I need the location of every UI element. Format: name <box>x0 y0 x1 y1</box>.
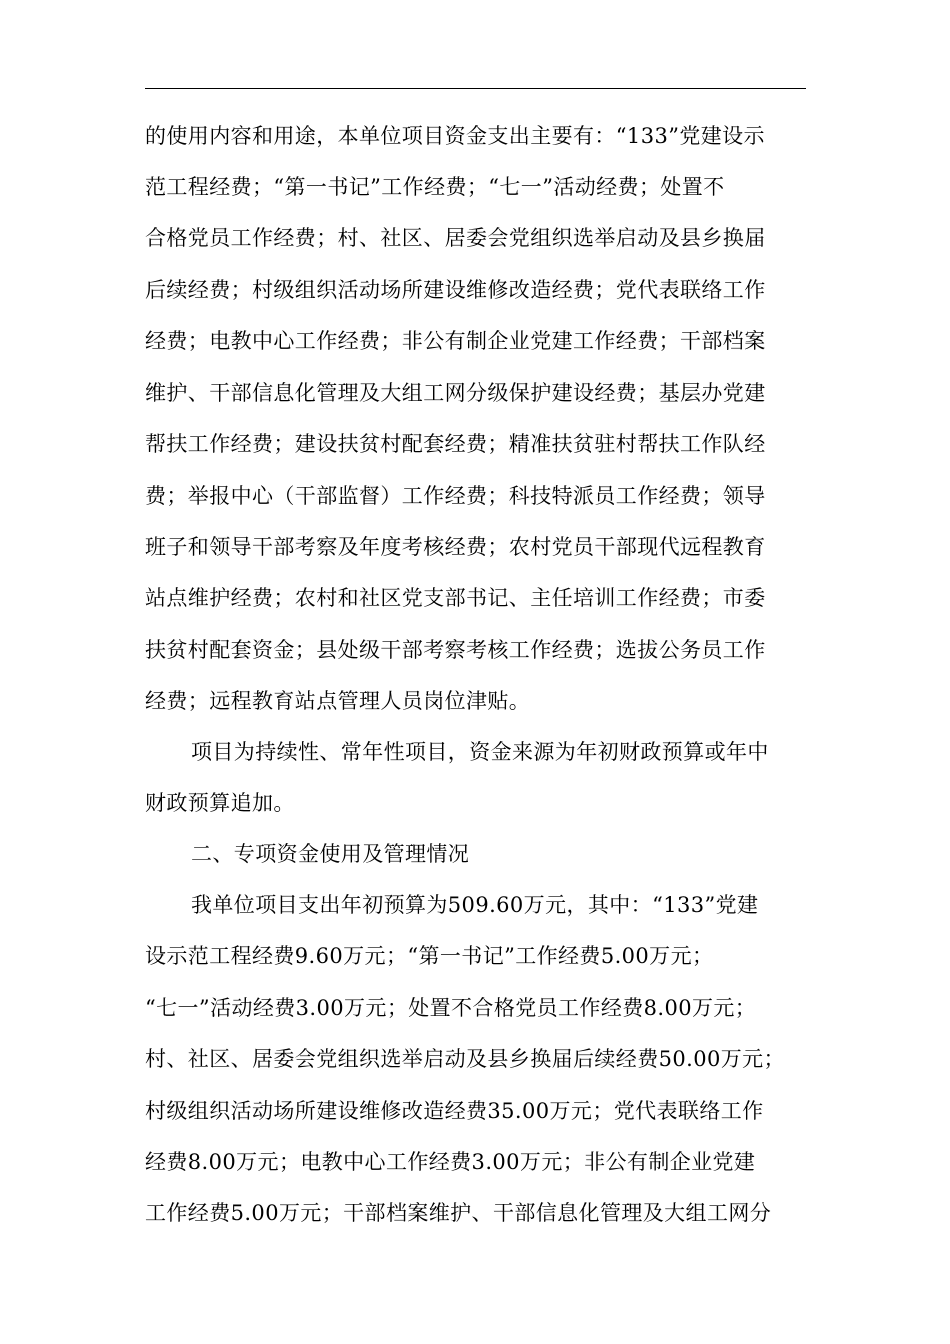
text-line: 经费8.00万元；电教中心工作经费3.00万元；非公有制企业党建 <box>145 1150 756 1174</box>
text-line: 合格党员工作经费；村、社区、居委会党组织选举启动及县乡换届 <box>145 226 766 250</box>
text-line: 工作经费5.00万元；干部档案维护、干部信息化管理及大组工网分 <box>145 1201 772 1225</box>
text-line: 范工程经费；“第一书记”工作经费；“七一”活动经费；处置不 <box>145 175 725 199</box>
text-line: 村、社区、居委会党组织选举启动及县乡换届后续经费50.00万元； <box>145 1047 785 1071</box>
text-line: 站点维护经费；农村和社区党支部书记、主任培训工作经费；市委 <box>145 586 766 610</box>
paragraph-first-line: 我单位项目支出年初预算为509.60万元，其中：“133”党建 <box>191 893 759 917</box>
text-line: 维护、干部信息化管理及大组工网分级保护建设经费；基层办党建 <box>145 381 766 405</box>
text-line: 财政预算追加。 <box>145 791 295 815</box>
text-line: 的使用内容和用途，本单位项目资金支出主要有：“133”党建设示 <box>145 124 765 148</box>
text-line: 费；举报中心（干部监督）工作经费；科技特派员工作经费；领导 <box>145 484 766 508</box>
text-line: 班子和领导干部考察及年度考核经费；农村党员干部现代远程教育 <box>145 535 766 559</box>
text-line: 扶贫村配套资金；县处级干部考察考核工作经费；选拔公务员工作 <box>145 638 766 662</box>
text-line: “七一”活动经费3.00万元；处置不合格党员工作经费8.00万元； <box>145 996 757 1020</box>
text-line: 经费；远程教育站点管理人员岗位津贴。 <box>145 689 531 713</box>
paragraph-first-line: 项目为持续性、常年性项目，资金来源为年初财政预算或年中 <box>191 740 769 764</box>
section-heading: 二、专项资金使用及管理情况 <box>191 842 470 866</box>
text-line: 经费；电教中心工作经费；非公有制企业党建工作经费；干部档案 <box>145 329 766 353</box>
text-line: 帮扶工作经费；建设扶贫村配套经费；精准扶贫驻村帮扶工作队经 <box>145 432 766 456</box>
text-line: 后续经费；村级组织活动场所建设维修改造经费；党代表联络工作 <box>145 278 766 302</box>
text-line: 设示范工程经费9.60万元；“第一书记”工作经费5.00万元； <box>145 944 714 968</box>
header-rule <box>145 88 806 89</box>
text-line: 村级组织活动场所建设维修改造经费35.00万元；党代表联络工作 <box>145 1099 764 1123</box>
